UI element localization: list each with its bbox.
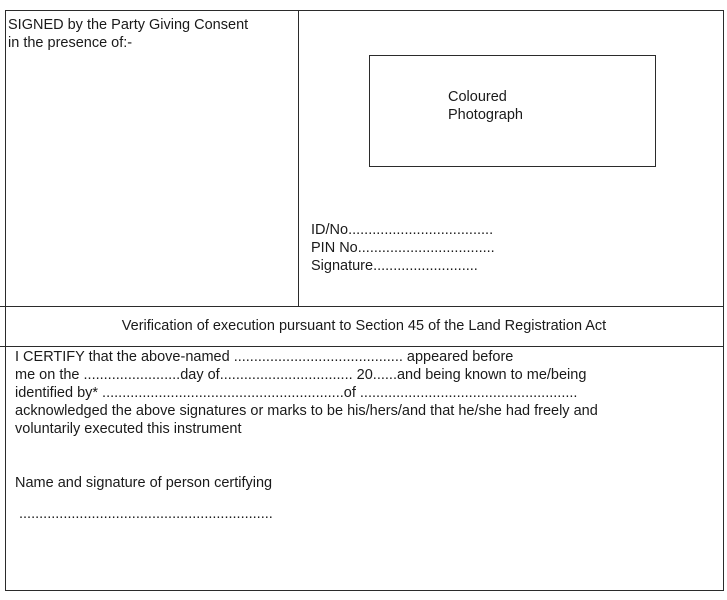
- table-right-border: [723, 10, 724, 591]
- signed-by-text: SIGNED by the Party Giving Consent: [8, 17, 249, 33]
- certify-line-3: identified by* ............................................................of ......................................................: [15, 385, 578, 401]
- table-top-border: [5, 10, 723, 11]
- table-left-border: [5, 10, 6, 591]
- certify-line-1: I CERTIFY that the above-named .......................................... appeared before: [15, 349, 514, 365]
- photograph-label: [448, 88, 523, 124]
- certify-line-5: voluntarily executed this instrument: [15, 421, 242, 437]
- photo-label-line2: Photograph: [448, 107, 523, 123]
- certifier-signature-line: ...............................................................: [19, 506, 273, 522]
- presence-of-text: in the presence of:-: [8, 35, 133, 51]
- verification-heading: Verification of execution pursuant to Section 45 of the Land Registration Act: [121, 318, 607, 334]
- column-divider: [298, 10, 299, 306]
- coloured-photograph-box: [369, 55, 656, 167]
- signature-field: Signature..........................: [311, 258, 478, 274]
- row-divider-lower: [0, 346, 724, 347]
- certifier-label: Name and signature of person certifying: [15, 475, 273, 491]
- certify-line-2: me on the ........................day of................................. 20......and being known to me/being: [15, 367, 587, 383]
- pin-no-field: PIN No..................................: [311, 240, 495, 256]
- certify-line-4: acknowledged the above signatures or marks to be his/hers/and that he/she had freely and: [15, 403, 598, 419]
- table-bottom-border: [5, 590, 724, 591]
- row-divider-upper: [0, 306, 724, 307]
- photo-label-line1: Coloured: [448, 89, 507, 105]
- id-no-field: ID/No....................................: [311, 222, 494, 238]
